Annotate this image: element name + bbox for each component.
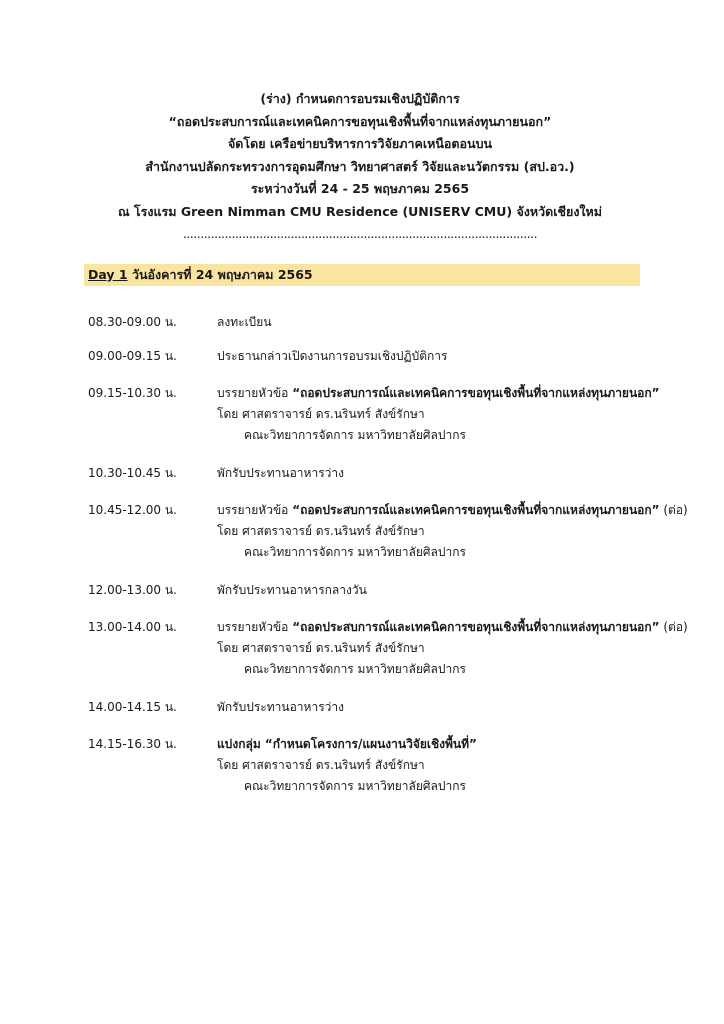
affiliation: คณะวิทยาการจัดการ มหาวิทยาลัยศิลปากร xyxy=(244,662,466,676)
schedule-time: 10.30-10.45 น. xyxy=(88,466,177,480)
schedule-time: 14.15-16.30 น. xyxy=(88,737,177,751)
workshop-topic: “ถอดประสบการณ์และเทคนิคการขอทุนเชิงพื้นที่จากแหล่งทุนภายนอก” xyxy=(168,113,552,129)
organizer: จัดโดย เครือข่ายบริหารการวิจัยภาคเหนือตอนบน xyxy=(227,136,493,151)
schedule-time: 09.15-10.30 น. xyxy=(88,386,177,400)
event-dates: ระหว่างวันที่ 24 - 25 พฤษภาคม 2565 xyxy=(250,181,470,196)
speaker: โดย ศาสตราจารย์ ดร.นรินทร์ สังข์รักษา xyxy=(217,641,425,655)
lecture-prefix: บรรยายหัวข้อ xyxy=(217,503,293,517)
schedule-activity: พักรับประทานอาหารกลางวัน xyxy=(217,583,367,597)
ministry: สำนักงานปลัดกระทรวงการอุดมศึกษา วิทยาศาสตร์ วิจัยและนวัตกรรม (สป.อว.) xyxy=(145,158,575,174)
lecture-topic: “ถอดประสบการณ์และเทคนิคการขอทุนเชิงพื้นที่จากแหล่งทุนภายนอก” xyxy=(292,620,660,634)
lecture-line xyxy=(217,383,687,404)
workshop-prefix: แบ่งกลุ่ม xyxy=(217,737,265,751)
lecture-line xyxy=(217,500,687,521)
day-label: Day 1 xyxy=(88,267,128,282)
lecture-line xyxy=(217,617,687,638)
speaker: โดย ศาสตราจารย์ ดร.นรินทร์ สังข์รักษา xyxy=(217,524,425,538)
day-date: วันอังคารที่ 24 พฤษภาคม 2565 xyxy=(127,267,313,282)
lecture-prefix: บรรยายหัวข้อ xyxy=(217,386,293,400)
schedule-time: 10.45-12.00 น. xyxy=(88,503,177,517)
schedule-time: 08.30-09.00 น. xyxy=(88,315,177,329)
document-header xyxy=(80,88,640,246)
affiliation: คณะวิทยาการจัดการ มหาวิทยาลัยศิลปากร xyxy=(244,428,466,442)
lecture-suffix: (ต่อ) xyxy=(659,503,688,517)
lecture-prefix: บรรยายหัวข้อ xyxy=(217,620,293,634)
workshop-topic: “กำหนดโครงการ/แผนงานวิจัยเชิงพื้นที่” xyxy=(264,737,477,751)
schedule-activity: พักรับประทานอาหารว่าง xyxy=(217,700,344,714)
lecture-topic: “ถอดประสบการณ์และเทคนิคการขอทุนเชิงพื้นที่จากแหล่งทุนภายนอก” xyxy=(292,503,660,517)
schedule-activity: ลงทะเบียน xyxy=(217,315,272,329)
schedule-time: 09.00-09.15 น. xyxy=(88,349,177,363)
affiliation: คณะวิทยาการจัดการ มหาวิทยาลัยศิลปากร xyxy=(244,779,466,793)
schedule-activity: พักรับประทานอาหารว่าง xyxy=(217,466,344,480)
day-1-heading xyxy=(84,264,640,286)
draft-title: (ร่าง) กำหนดการอบรมเชิงปฏิบัติการ xyxy=(260,91,460,106)
schedule-activity: ประธานกล่าวเปิดงานการอบรมเชิงปฏิบัติการ xyxy=(217,349,448,363)
lecture-suffix: (ต่อ) xyxy=(659,620,688,634)
venue: ณ โรงแรม Green Nimman CMU Residence (UNISERV CMU) จังหวัดเชียงใหม่ xyxy=(117,203,603,219)
speaker: โดย ศาสตราจารย์ ดร.นรินทร์ สังข์รักษา xyxy=(217,407,425,421)
schedule-time: 14.00-14.15 น. xyxy=(88,700,177,714)
workshop-line xyxy=(217,734,687,755)
affiliation: คณะวิทยาการจัดการ มหาวิทยาลัยศิลปากร xyxy=(244,545,466,559)
dotted-divider: ...................................................................................................... xyxy=(182,226,538,241)
speaker: โดย ศาสตราจารย์ ดร.นรินทร์ สังข์รักษา xyxy=(217,758,425,772)
schedule-time: 13.00-14.00 น. xyxy=(88,620,177,634)
schedule-time: 12.00-13.00 น. xyxy=(88,583,177,597)
lecture-topic: “ถอดประสบการณ์และเทคนิคการขอทุนเชิงพื้นที่จากแหล่งทุนภายนอก” xyxy=(292,386,660,400)
